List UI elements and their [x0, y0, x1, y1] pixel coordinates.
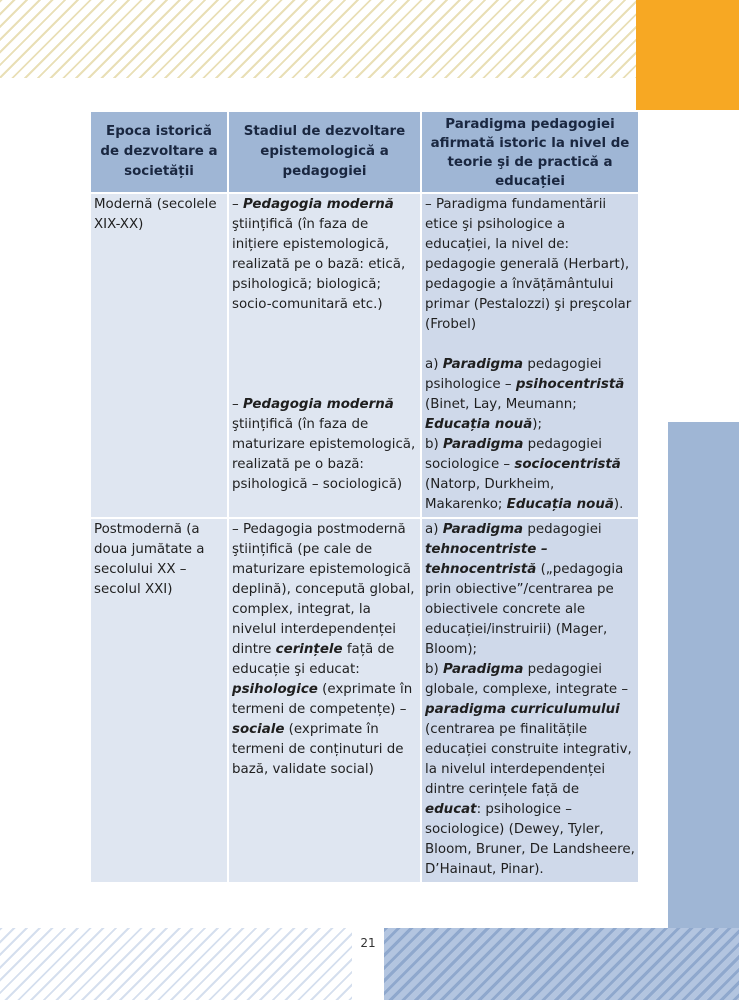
header-paradigm: Paradigma pedagogiei afirmată istoric la nivel de teorie şi de practică a educației: [421, 111, 639, 193]
text-fragment: pedagogiei psihologice –: [425, 357, 602, 392]
cell-stage-postmodern: [228, 518, 421, 883]
text-fragment: (Natorp, Durkheim, Makarenko;: [425, 477, 555, 512]
emphasis-text: Pedagogia modernă: [242, 397, 394, 412]
emphasis-text: psihologice: [232, 682, 318, 697]
spacer: [425, 335, 635, 355]
text-fragment: –: [232, 397, 243, 412]
cell-paradigm-modern: [421, 193, 639, 518]
header-historical-epoch: Epoca istorică de dezvoltare a societății: [90, 111, 228, 193]
emphasis-text: Paradigma: [442, 662, 524, 677]
text-fragment: a): [425, 522, 443, 537]
emphasis-text: Paradigma: [442, 437, 524, 452]
text-fragment: ştiințifică (în faza de maturizare epistemologică, realizată pe o bază: psihologică – sociologică): [232, 417, 416, 492]
text-fragment: : psihologice – sociologice) (Dewey, Tyler, Bloom, Bruner, De Landsheere, D’Hainaut, Pinar).: [425, 802, 635, 877]
page-number: 21: [360, 936, 376, 950]
epoch-postmodern-text: Postmodernă (a doua jumătate a secolului XX – secolul XXI): [94, 522, 205, 597]
emphasis-text: sociocentristă: [514, 457, 621, 472]
emphasis-text: tehnocentriste – tehnocentristă: [425, 542, 548, 577]
spacer: [232, 315, 417, 395]
paradigm-modern-b: [425, 435, 635, 515]
cell-paradigm-postmodern: [421, 518, 639, 883]
text-fragment: față de educație şi educat:: [232, 642, 395, 677]
bottom-left-stripes-decoration: [0, 928, 352, 1000]
emphasis-text: cerințele: [275, 642, 343, 657]
emphasis-text: Educația nouă: [506, 497, 614, 512]
emphasis-text: Pedagogia modernă: [242, 197, 394, 212]
text-fragment: pedagogiei sociologice –: [425, 437, 602, 472]
paradigm-postmodern-b: [425, 660, 635, 880]
stage-postmodern: [232, 520, 417, 780]
cell-stage-modern: [228, 193, 421, 518]
text-fragment: (exprimate în termeni de conținuturi de bază, validate social): [232, 722, 404, 777]
table-row: [90, 518, 639, 883]
header-epistemological-stage: Stadiul de dezvoltare epistemologică a pedagogiei: [228, 111, 421, 193]
text-fragment: (centrarea pe finalitățile educației construite integrativ, la nivelul interdependenței dintre cerințele față de: [425, 722, 632, 797]
emphasis-text: Educația nouă: [425, 417, 533, 432]
text-fragment: (Binet, Lay, Meumann;: [425, 397, 577, 412]
paradigm-modern-a: [425, 355, 635, 435]
epoch-modern-text: Modernă (secolele XIX-XX): [94, 197, 217, 232]
text-fragment: –: [232, 197, 243, 212]
emphasis-text: paradigma curriculumului: [425, 702, 620, 717]
text-fragment: a): [425, 357, 443, 372]
cell-epoch-modern: [90, 193, 228, 518]
bottom-right-stripes-decoration: [384, 928, 739, 1000]
emphasis-text: psihocentristă: [515, 377, 625, 392]
paradigm-postmodern-a: [425, 520, 635, 660]
text-fragment: b): [425, 437, 443, 452]
orange-corner-block: [636, 0, 739, 110]
cell-epoch-postmodern: [90, 518, 228, 883]
stage-modern-maturing: [232, 395, 417, 495]
blue-side-band: [668, 422, 739, 1000]
emphasis-text: Paradigma: [442, 357, 524, 372]
top-stripes-decoration: [0, 0, 636, 78]
text-fragment: („pedagogia prin obiective”/centrarea pe obiectivele concrete ale educației/instruirii) (Mager, Bloom);: [425, 562, 624, 657]
text-fragment: ştiințifică (în faza de inițiere epistemologică, realizată pe o bază: etică, psihologică; biologică; socio-comunitară etc.): [232, 217, 406, 312]
text-fragment: );: [532, 417, 542, 432]
emphasis-text: Paradigma: [442, 522, 524, 537]
table-header-row: [90, 111, 639, 193]
stage-modern-initial: [232, 195, 417, 315]
text-fragment: (exprimate în termeni de competențe) –: [232, 682, 413, 717]
text-fragment: – Pedagogia postmodernă ştiințifică (pe cale de maturizare epistemologică deplină), concepută global, complex, integrat, la nivelul interdependenței dintre: [232, 522, 415, 657]
text-fragment: b): [425, 662, 443, 677]
pedagogy-paradigm-table: [89, 110, 640, 884]
text-fragment: ).: [613, 497, 624, 512]
paradigm-modern-intro: – Paradigma fundamentării etice şi psihologice a educației, la nivel de: pedagogie generală (Herbart), pedagogie a învățământului primar (Pestalozzi) şi preşcolar (Frobel): [425, 197, 632, 332]
text-fragment: pedagogiei globale, complexe, integrate –: [425, 662, 629, 697]
text-fragment: pedagogiei: [523, 522, 602, 537]
emphasis-text: educat: [425, 802, 477, 817]
table-row: [90, 193, 639, 518]
emphasis-text: sociale: [232, 722, 285, 737]
